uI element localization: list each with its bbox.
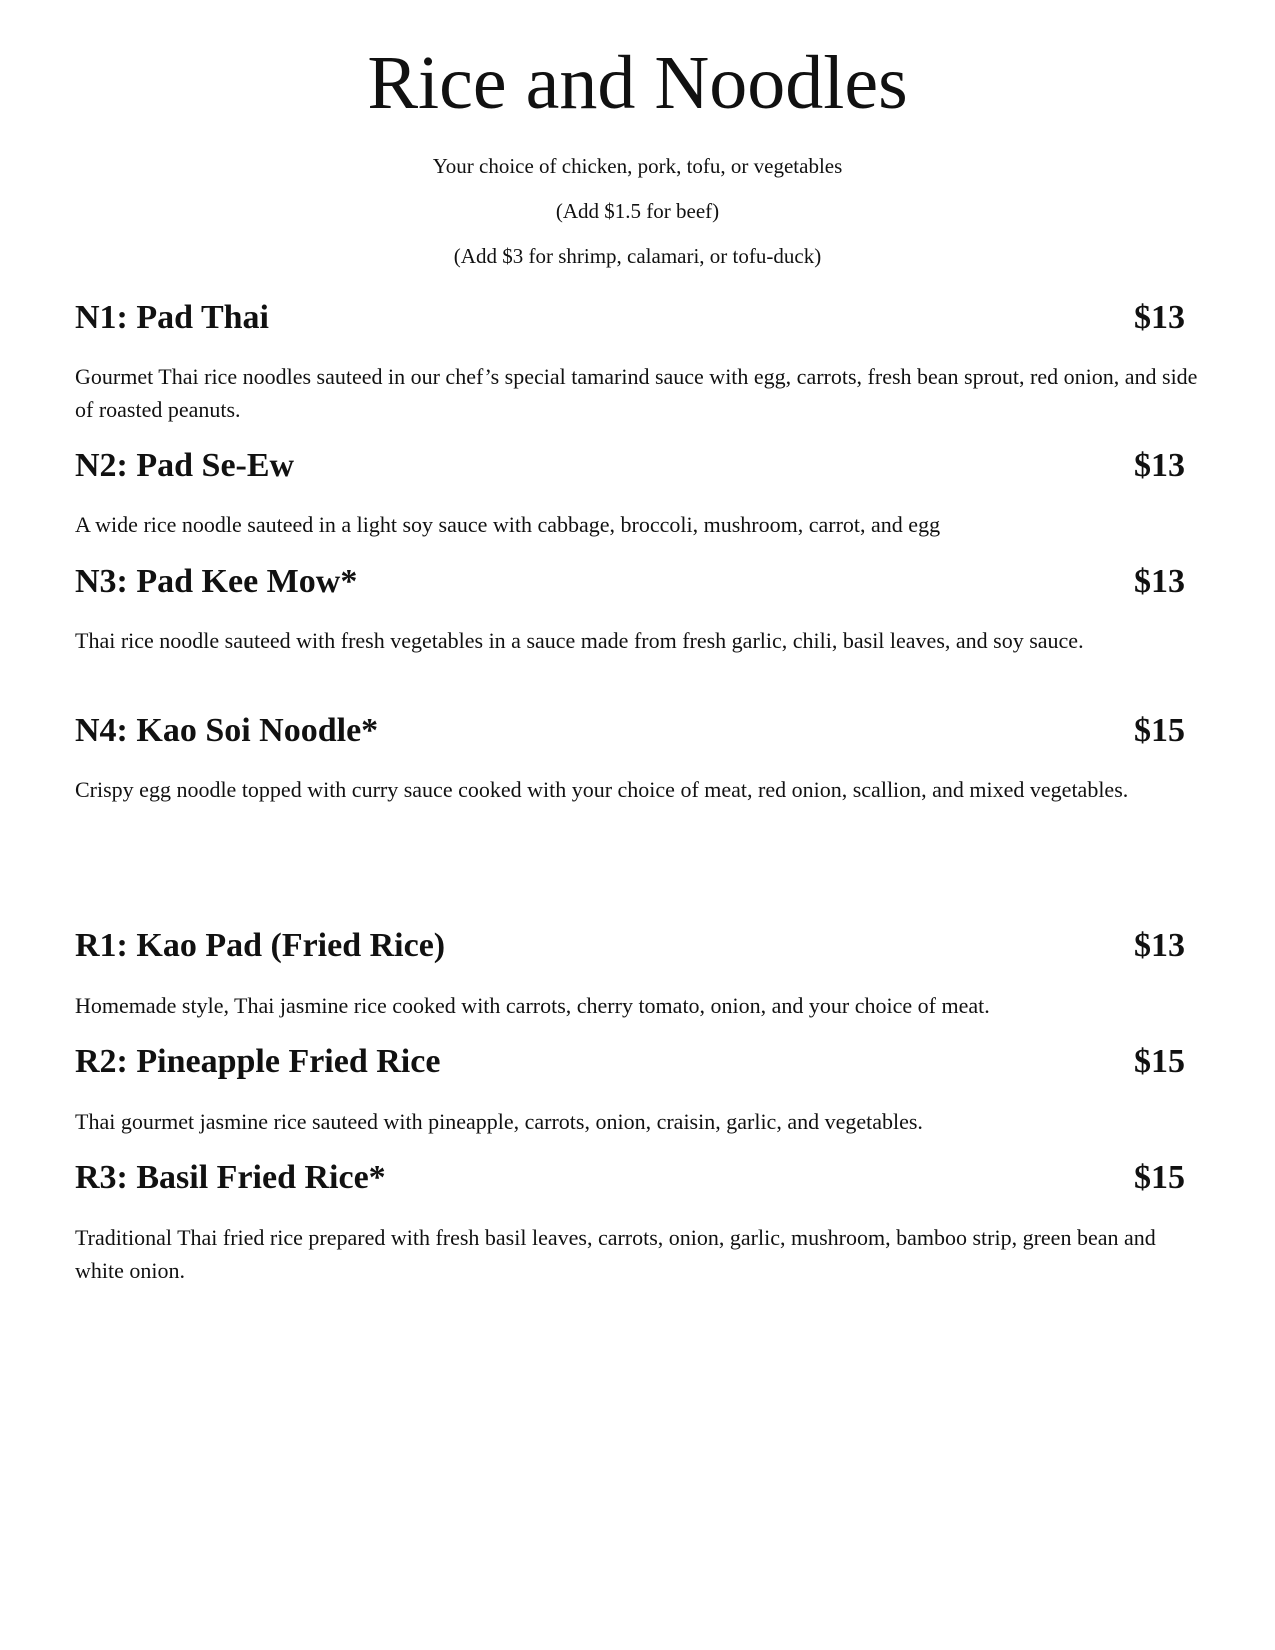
menu-item-price: $15 xyxy=(1134,1043,1185,1080)
menu-item-price: $13 xyxy=(1134,447,1185,484)
menu-item-name: R3: Basil Fried Rice* xyxy=(75,1159,386,1196)
menu-item-heading xyxy=(75,924,1185,968)
protein-choice-note: Your choice of chicken, pork, tofu, or vegetables xyxy=(432,154,843,178)
menu-item-description: Traditional Thai fried rice prepared with fresh basil leaves, carrots, onion, garlic, mushroom, bamboo strip, green bean and white onion. xyxy=(75,1225,1156,1283)
menu-item-description: Crispy egg noodle topped with curry sauce cooked with your choice of meat, red onion, scallion, and mixed vegetables. xyxy=(75,777,1129,802)
seafood-surcharge-note: (Add $3 for shrimp, calamari, or tofu-duck) xyxy=(453,244,822,268)
menu-item-name: N2: Pad Se-Ew xyxy=(75,447,295,484)
menu-item-description: Homemade style, Thai jasmine rice cooked with carrots, cherry tomato, onion, and your choice of meat. xyxy=(75,993,990,1018)
menu-item-heading xyxy=(75,560,1185,604)
menu-item-heading xyxy=(75,1156,1185,1200)
menu-item-heading xyxy=(75,1040,1185,1084)
page-title: Rice and Noodles xyxy=(367,41,908,125)
menu-item-price: $13 xyxy=(1134,299,1185,336)
menu-item-name: N1: Pad Thai xyxy=(75,299,269,336)
menu-item-name: N4: Kao Soi Noodle* xyxy=(75,712,379,749)
menu-item-name: R1: Kao Pad (Fried Rice) xyxy=(75,927,446,964)
menu-item-description: Thai rice noodle sauteed with fresh vegetables in a sauce made from fresh garlic, chili, basil leaves, and soy sauce. xyxy=(75,628,1084,653)
menu-item-price: $15 xyxy=(1134,1159,1185,1196)
menu-item-name: R2: Pineapple Fried Rice xyxy=(75,1043,441,1080)
beef-surcharge-note: (Add $1.5 for beef) xyxy=(555,199,720,223)
menu-item-price: $15 xyxy=(1134,712,1185,749)
menu-item-price: $13 xyxy=(1134,563,1185,600)
menu-item-description: Gourmet Thai rice noodles sauteed in our chef’s special tamarind sauce with egg, carrots, fresh bean sprout, red onion, and side of roasted peanuts. xyxy=(75,364,1198,422)
menu-item-heading xyxy=(75,709,1185,753)
menu-item-description: A wide rice noodle sauteed in a light soy sauce with cabbage, broccoli, mushroom, carrot, and egg xyxy=(75,512,941,537)
menu-item-description: Thai gourmet jasmine rice sauteed with pineapple, carrots, onion, craisin, garlic, and vegetables. xyxy=(75,1109,923,1134)
menu-item-heading xyxy=(75,444,1185,488)
menu-item-price: $13 xyxy=(1134,927,1185,964)
menu-item-heading xyxy=(75,296,1185,340)
menu-item-name: N3: Pad Kee Mow* xyxy=(75,563,358,600)
